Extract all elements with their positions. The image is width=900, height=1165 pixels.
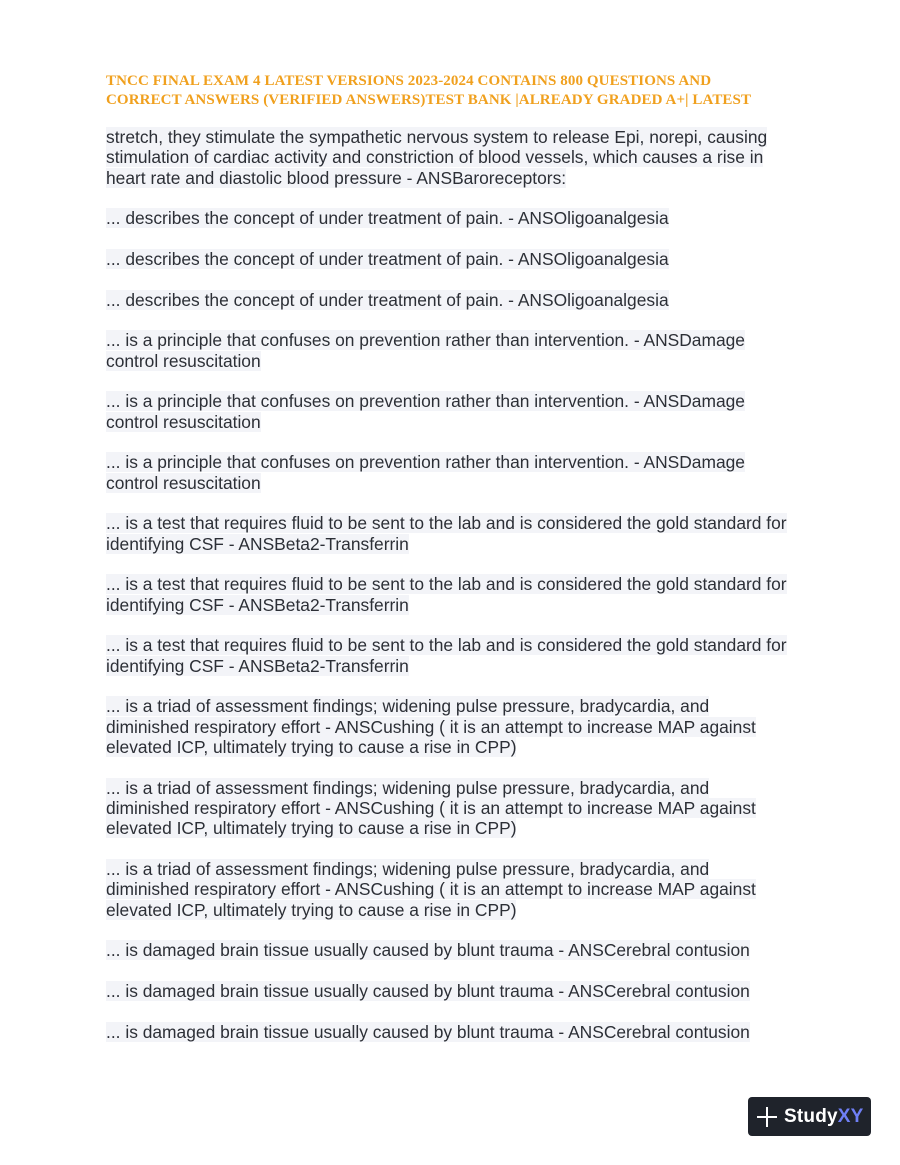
qa-text: ... is damaged brain tissue usually caused by blunt trauma - ANSCerebral contusion: [106, 981, 750, 1001]
qa-entry: [106, 513, 796, 554]
plus-icon: [756, 1106, 778, 1128]
qa-text: ... describes the concept of under treatment of pain. - ANSOligoanalgesia: [106, 249, 669, 269]
qa-text: ... is a principle that confuses on prevention rather than intervention. - ANSDamage control resuscitation: [106, 391, 745, 432]
qa-entry: [106, 778, 796, 839]
qa-text: ... is a test that requires fluid to be sent to the lab and is considered the gold standard for identifying CSF - ANSBeta2-Transferrin: [106, 513, 787, 554]
document-body: [106, 127, 796, 1062]
qa-entry: [106, 859, 796, 920]
qa-entry: [106, 290, 796, 310]
logo-text-study: Study: [784, 1105, 838, 1127]
qa-entry: [106, 635, 796, 676]
qa-text: ... is a principle that confuses on prevention rather than intervention. - ANSDamage control resuscitation: [106, 330, 745, 371]
document-title: TNCC FINAL EXAM 4 LATEST VERSIONS 2023-2024 CONTAINS 800 QUESTIONS AND CORRECT ANSWERS (VERIFIED ANSWERS)TEST BANK |ALREADY GRADED A+| LATEST: [106, 73, 752, 108]
logo-text-xy: XY: [837, 1105, 864, 1127]
qa-text: ... is a test that requires fluid to be sent to the lab and is considered the gold standard for identifying CSF - ANSBeta2-Transferrin: [106, 574, 787, 615]
qa-entry: [106, 249, 796, 269]
logo-wordmark: [784, 1106, 864, 1128]
qa-text: ... describes the concept of under treatment of pain. - ANSOligoanalgesia: [106, 289, 669, 310]
qa-text: stretch, they stimulate the sympathetic nervous system to release Epi, norepi, causing stimulation of cardiac activity and constriction of blood vessels, which causes a rise in heart rate and diastolic blood pressure - ANSBaroreceptors:: [106, 127, 768, 188]
qa-entry: [106, 452, 796, 493]
qa-text: ... is a triad of assessment findings; widening pulse pressure, bradycardia, and diminished respiratory effort - ANSCushing ( it is an attempt to increase MAP against elevated ICP, ultimately trying to cause a rise in CPP): [106, 696, 756, 757]
qa-text: ... is a principle that confuses on prevention rather than intervention. - ANSDamage control resuscitation: [106, 452, 745, 493]
qa-text: ... is damaged brain tissue usually caused by blunt trauma - ANSCerebral contusion: [106, 1021, 750, 1042]
qa-text: ... is a triad of assessment findings; widening pulse pressure, bradycardia, and diminished respiratory effort - ANSCushing ( it is an attempt to increase MAP against elevated ICP, ultimately trying to cause a rise in CPP): [106, 777, 756, 839]
qa-text: ... is a test that requires fluid to be sent to the lab and is considered the gold standard for identifying CSF - ANSBeta2-Transferrin: [106, 635, 787, 676]
qa-entry: [106, 574, 796, 615]
qa-entry: [106, 981, 796, 1001]
qa-entry: [106, 1022, 796, 1042]
qa-entry: [106, 391, 796, 432]
qa-text: ... describes the concept of under treatment of pain. - ANSOligoanalgesia: [106, 208, 669, 229]
qa-entry: [106, 696, 796, 757]
qa-entry: [106, 330, 796, 371]
qa-text: ... is a triad of assessment findings; widening pulse pressure, bradycardia, and diminished respiratory effort - ANSCushing ( it is an attempt to increase MAP against elevated ICP, ultimately trying to cause a rise in CPP): [106, 859, 756, 920]
studyxy-logo[interactable]: [748, 1097, 871, 1136]
qa-entry: [106, 127, 796, 188]
qa-text: ... is damaged brain tissue usually caused by blunt trauma - ANSCerebral contusion: [106, 940, 750, 961]
qa-entry: [106, 208, 796, 228]
qa-entry: [106, 940, 796, 960]
